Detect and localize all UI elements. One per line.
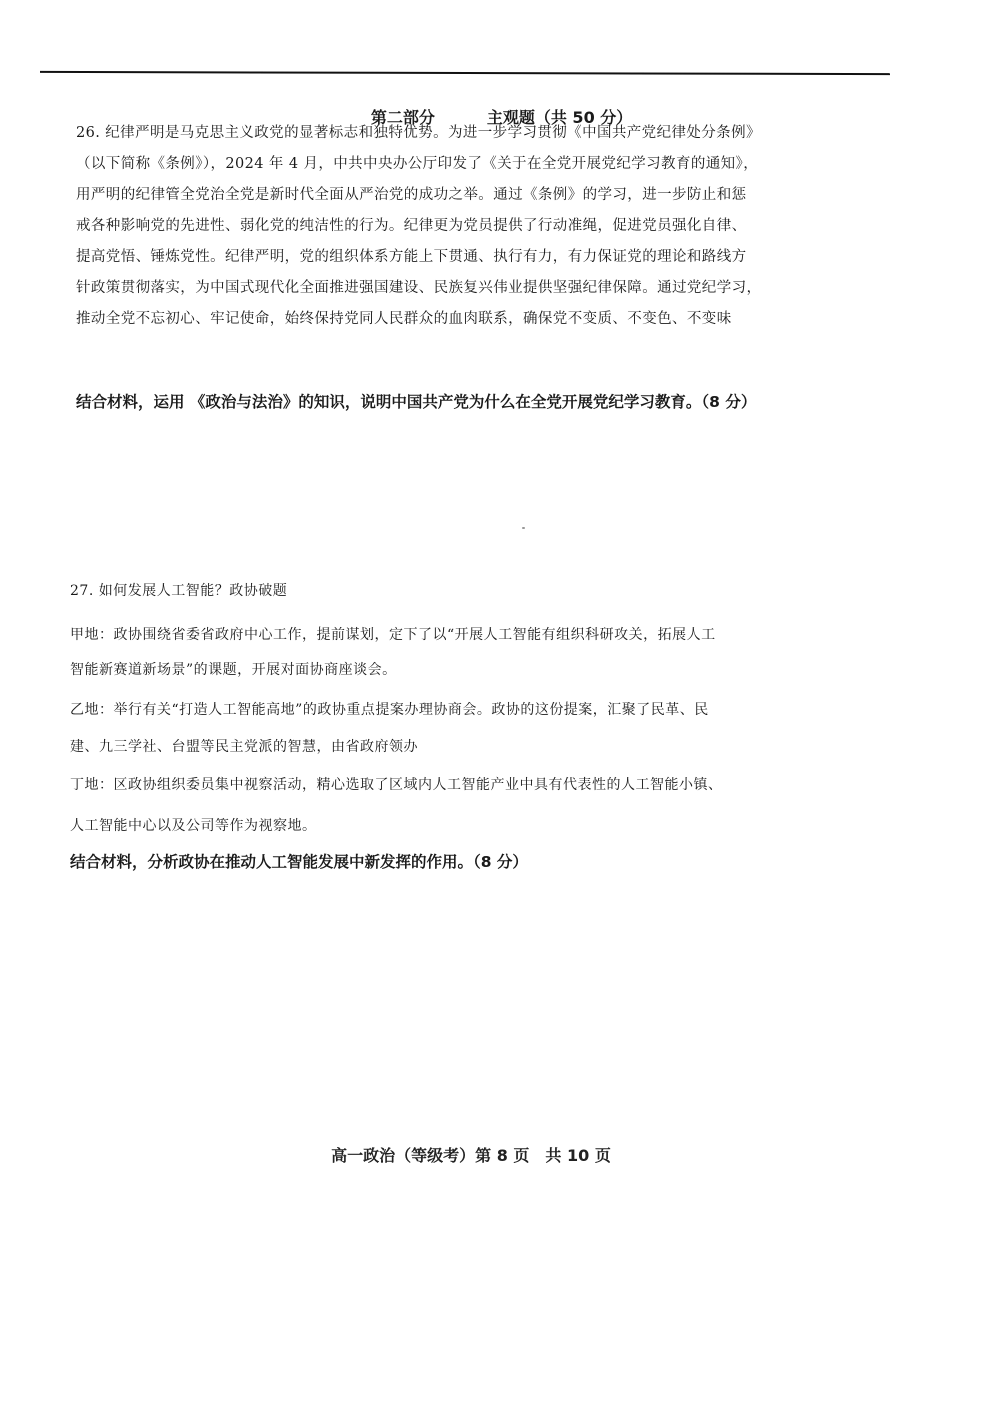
- q26-line-1: 26. 纪律严明是马克思主义政党的显著标志和独特优势。为进一步学习贯彻《中国共产党纪律处分条例》: [76, 125, 761, 141]
- q27-jia-line-1: 甲地：政协围绕省委省政府中心工作，提前谋划，定下了以“开展人工智能有组织科研攻关，拓展人工: [70, 627, 716, 643]
- q27-title: 27. 如何发展人工智能？政协破题: [70, 583, 288, 599]
- q26-line-5: 提高党悟、锤炼党性。纪律严明，党的组织体系方能上下贯通、执行有力，有力保证党的理论和路线方: [76, 249, 747, 265]
- q26-line-2: （以下简称《条例》），2024 年 4 月，中共中央办公厅印发了《关于在全党开展党纪学习教育的通知》，: [76, 156, 759, 172]
- q26-line-3: 用严明的纪律管全党治全党是新时代全面从严治党的成功之举。通过《条例》的学习，进一步防止和惩: [76, 187, 747, 203]
- q26-line-4: 戒各种影响党的先进性、弱化党的纯洁性的行为。纪律更为党员提供了行动准绳，促进党员强化自律、: [76, 218, 747, 234]
- page-footer: 高一政治（等级考）第 8 页 共 10 页: [331, 1146, 611, 1165]
- q27-ding-line-2: 人工智能中心以及公司等作为视察地。: [70, 818, 317, 834]
- section-part-label: 第二部分: [370, 108, 435, 127]
- scan-speck: [522, 527, 525, 529]
- question-26-material: [76, 118, 894, 335]
- section-title: 主观题（共 50 分）: [486, 108, 633, 127]
- q26-line-7: 推动全党不忘初心、牢记使命，始终保持党同人民群众的血肉联系，确保党不变质、不变色、不变味: [76, 311, 732, 327]
- q26-line-6: 针政策贯彻落实，为中国式现代化全面推进强国建设、民族复兴伟业提供坚强纪律保障。通过党纪学习，: [76, 280, 762, 296]
- top-rule: [40, 71, 890, 75]
- q27-yi-line-1: 乙地：举行有关“打造人工智能高地”的政协重点提案办理协商会。政协的这份提案，汇聚了民革、民: [70, 702, 709, 718]
- question-27-prompt: 结合材料，分析政协在推动人工智能发展中新发挥的作用。（8 分）: [70, 853, 528, 871]
- q27-yi-line-2: 建、九三学社、台盟等民主党派的智慧，由省政府领办: [70, 739, 418, 755]
- q27-jia-line-2: 智能新赛道新场景”的课题，开展对面协商座谈会。: [70, 662, 397, 678]
- q27-ding-line-1: 丁地：区政协组织委员集中视察活动，精心选取了区域内人工智能产业中具有代表性的人工智能小镇、: [70, 777, 723, 793]
- question-26-prompt: 结合材料，运用 《政治与法治》的知识，说明中国共产党为什么在全党开展党纪学习教育。（8 分）: [76, 393, 757, 411]
